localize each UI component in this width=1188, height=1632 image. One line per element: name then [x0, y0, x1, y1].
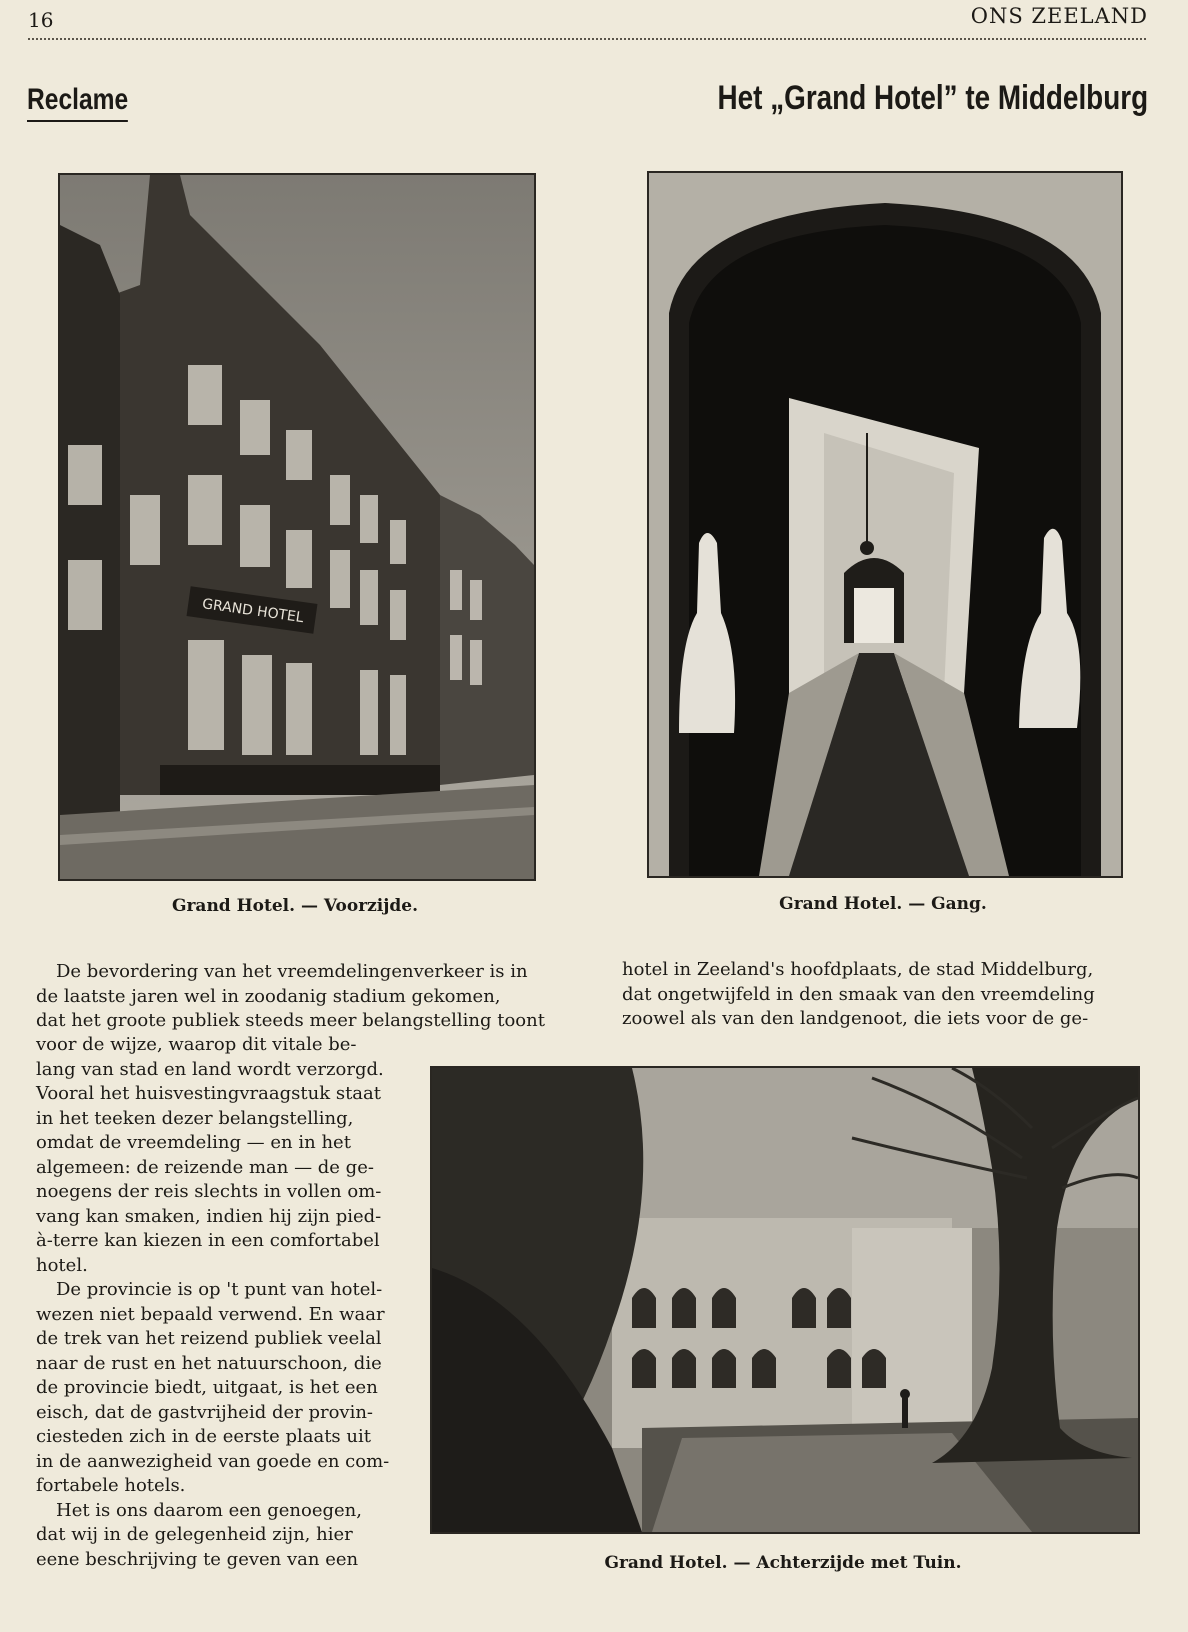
text-line: eene beschrijving te geven van een — [36, 1548, 359, 1570]
hotel-sign-text: GRAND HOTEL — [201, 596, 305, 627]
text-line: eisch, dat de gastvrijheid der provin- — [36, 1401, 374, 1423]
body-left-narrow — [36, 1033, 412, 1572]
text-line: in het teeken dezer belangstelling, — [36, 1107, 354, 1129]
photo-garden — [430, 1066, 1140, 1534]
text-line: in de aanwezigheid van goede en com- — [36, 1450, 390, 1472]
text-line: noegens der reis slechts in vollen om- — [36, 1181, 382, 1202]
text-line: à-terre kan kiezen in een comfortabel — [36, 1230, 380, 1251]
text-line: fortabele hotels. — [36, 1475, 186, 1496]
text-line: wezen niet bepaald verwend. En waar — [36, 1303, 385, 1325]
text-line: de provincie biedt, uitgaat, is het een — [36, 1377, 378, 1398]
section-label: Reclame — [27, 82, 128, 122]
text-line: ciesteden zich in de eerste plaats uit — [36, 1426, 371, 1447]
text-line: algemeen: de reizende man — de ge- — [36, 1156, 374, 1178]
text-line: zoowel als van den landgenoot, die iets voor de ge- — [622, 1008, 1089, 1029]
text-line: naar de rust en het natuurschoon, die — [36, 1352, 382, 1374]
text-line: dat ongetwijfeld in den smaak van den vreemdeling — [622, 983, 1095, 1005]
caption-corridor: Grand Hotel. — Gang. — [779, 894, 987, 914]
page-number: 16 — [28, 8, 54, 32]
text-line: de trek van het reizend publiek veelal — [36, 1328, 382, 1349]
body-right-column — [622, 958, 1154, 1032]
text-line: Vooral het huisvestingvraagstuk staat — [36, 1083, 381, 1104]
text-line: voor de wijze, waarop dit vitale be- — [36, 1034, 357, 1055]
body-left-wide — [36, 960, 568, 1034]
caption-garden: Grand Hotel. — Achterzijde met Tuin. — [604, 1553, 962, 1573]
text-line: omdat de vreemdeling — en in het — [36, 1132, 351, 1153]
text-line: De provincie is op 't punt van hotel- — [56, 1279, 383, 1300]
caption-front: Grand Hotel. — Voorzijde. — [171, 896, 419, 916]
text-line: dat wij in de gelegenheid zijn, hier — [36, 1524, 353, 1545]
running-head: ONS ZEELAND — [970, 4, 1148, 28]
text-line: hotel. — [36, 1254, 88, 1276]
photo-front-facade — [58, 173, 536, 881]
text-line: Het is ons daarom een genoegen, — [56, 1499, 362, 1521]
text-line: lang van stad en land wordt verzorgd. — [36, 1058, 384, 1080]
text-line: hotel in Zeeland's hoofdplaats, de stad Middelburg, — [622, 959, 1094, 980]
text-line: de laatste jaren wel in zoodanig stadium gekomen, — [36, 985, 501, 1007]
text-line: dat het groote publiek steeds meer belangstelling toont — [36, 1010, 545, 1031]
text-line: vang kan smaken, indien hij zijn pied- — [36, 1205, 382, 1227]
photo-corridor — [647, 171, 1123, 878]
text-line: De bevordering van het vreemdelingenverkeer is in — [56, 961, 528, 982]
header-rule — [28, 38, 1146, 40]
article-title: Het „Grand Hotel” te Middelburg — [717, 79, 1148, 117]
